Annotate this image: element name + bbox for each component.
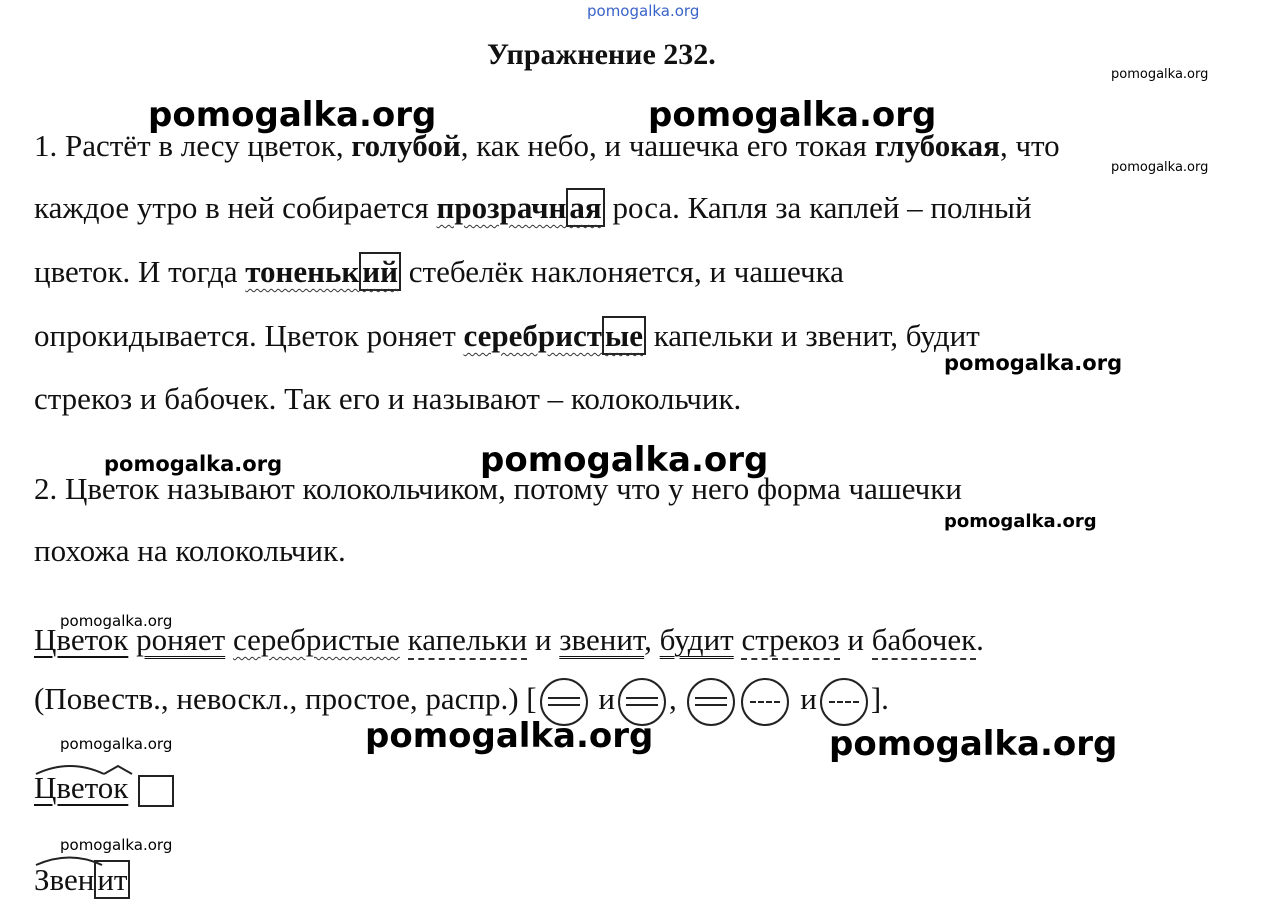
predicate: будит bbox=[659, 622, 734, 657]
analysis-sentence: Цветок роняет серебристые капельки и звенит, будит стрекоз и бабочек. bbox=[34, 624, 984, 655]
predicate-circle-icon bbox=[687, 678, 735, 726]
watermark: pomogalka.org bbox=[148, 95, 437, 135]
ending-box: ая bbox=[566, 188, 604, 227]
subject: Цветок bbox=[34, 622, 129, 657]
predicate: роняет bbox=[136, 622, 226, 657]
page-title: Упражнение 232. bbox=[487, 38, 716, 71]
watermark: pomogalka.org bbox=[60, 612, 173, 630]
morph-word2: Звенит bbox=[34, 864, 130, 895]
para1-line2: каждое утро в ней собирается прозрачная роса. Капля за каплей – полный bbox=[34, 190, 1032, 225]
object-circle-icon bbox=[820, 678, 868, 726]
analysis-scheme: (Повеств., невоскл., простое, распр.) [ и , и ]. bbox=[34, 676, 889, 726]
null-ending-box bbox=[138, 775, 174, 807]
para1-line1: 1. Растёт в лесу цветок, голубой, как небо, и чашечка его токая глубокая, что bbox=[34, 128, 1060, 163]
para2-line1: 2. Цветок называют колокольчиком, потому что у него форма чашечки bbox=[34, 471, 962, 506]
predicate-circle-icon bbox=[540, 678, 588, 726]
watermark: pomogalka.org bbox=[480, 440, 769, 480]
watermark: pomogalka.org bbox=[60, 836, 173, 854]
para1-line4: опрокидывается. Цветок роняет серебристые капельки и звенит, будит bbox=[34, 318, 980, 353]
attribute: серебристые bbox=[232, 622, 400, 657]
ending-box: ые bbox=[602, 316, 646, 355]
predicate: звенит bbox=[559, 622, 645, 657]
watermark: pomogalka.org bbox=[60, 735, 173, 753]
para1-line5: стрекоз и бабочек. Так его и называют – колокольчик. bbox=[34, 381, 742, 416]
watermark: pomogalka.org bbox=[944, 351, 1123, 375]
watermark: pomogalka.org bbox=[104, 452, 283, 476]
predicate-circle-icon bbox=[618, 678, 666, 726]
watermark: pomogalka.org bbox=[365, 716, 654, 756]
watermark: pomogalka.org bbox=[648, 95, 937, 135]
para2-line2: похожа на колокольчик. bbox=[34, 533, 346, 568]
ending-box: ит bbox=[94, 860, 130, 899]
object-circle-icon bbox=[741, 678, 789, 726]
object: стрекоз bbox=[741, 622, 839, 660]
watermark: pomogalka.org bbox=[944, 511, 1097, 532]
watermark: pomogalka.org bbox=[829, 724, 1118, 764]
object: бабочек bbox=[872, 622, 976, 660]
watermark-top: pomogalka.org bbox=[587, 2, 700, 20]
watermark: pomogalka.org bbox=[1111, 160, 1209, 175]
object: капельки bbox=[408, 622, 528, 660]
para1-line3: цветок. И тогда тоненький стебелёк наклоняется, и чашечка bbox=[34, 254, 844, 289]
morph-word1: Цветок bbox=[34, 772, 174, 807]
watermark: pomogalka.org bbox=[1111, 67, 1209, 82]
ending-box: ий bbox=[359, 252, 401, 291]
